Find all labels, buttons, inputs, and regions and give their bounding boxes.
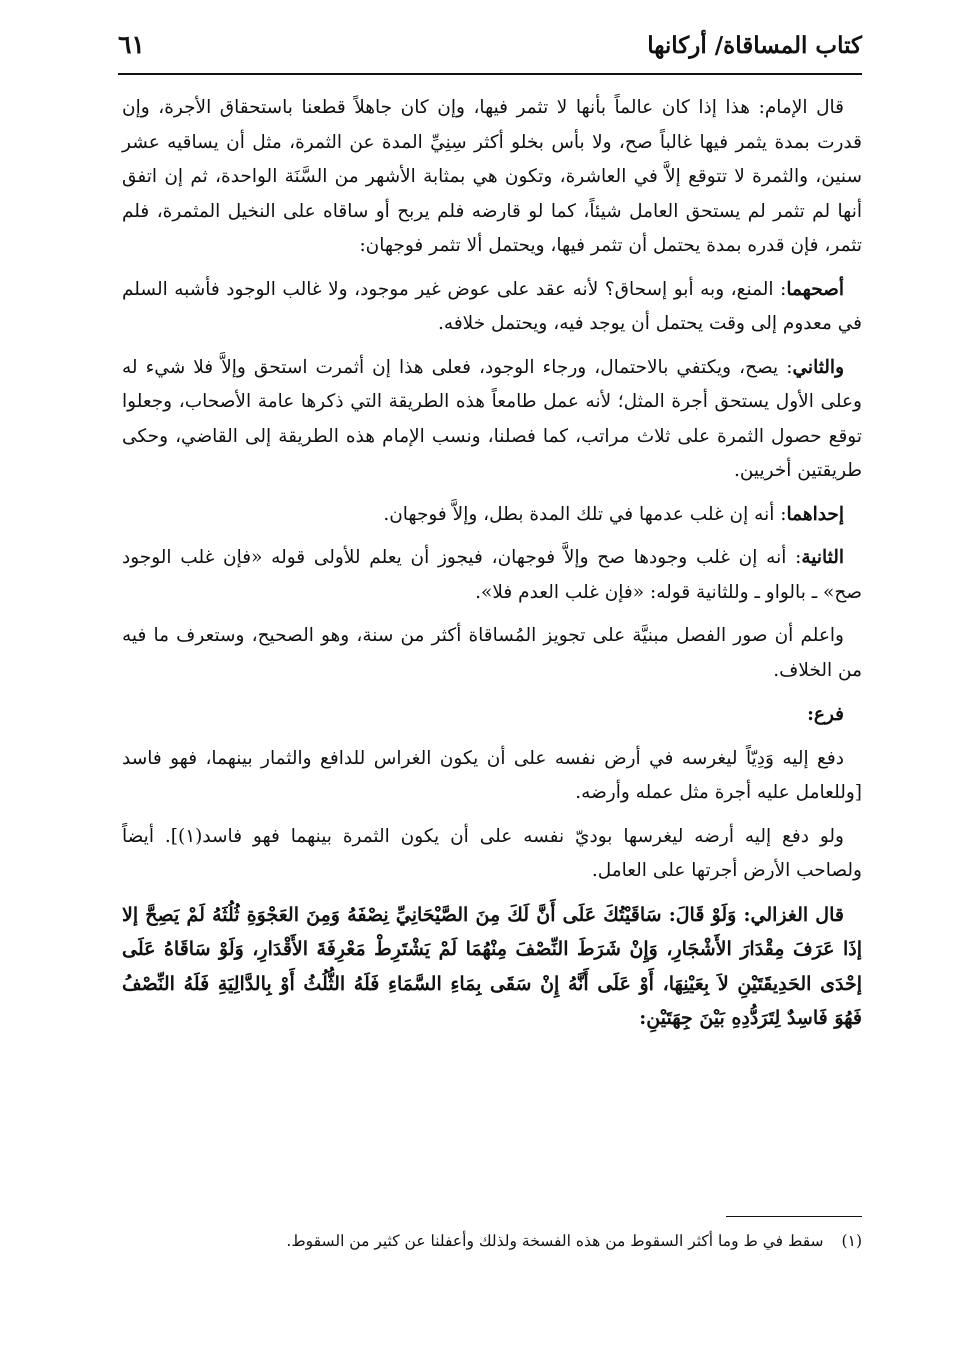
paragraph-text: : المنع، وبه أبو إسحاق؟ لأنه عقد على عوض غير موجود، ولا غالب الوجود فأشبه السلم في معدوم إلى وقت يحتمل أن يوجد فيه، ويحتمل خلافه.	[122, 278, 862, 334]
page-header	[118, 30, 862, 74]
paragraph-text: : أنه إن غلب عدمها في تلك المدة بطل، وإلاَّ فوجهان.	[383, 503, 787, 525]
paragraph-ghazali-quote	[122, 898, 862, 1036]
paragraph-text: : أنه إن غلب وجودها صح وإلاَّ فوجهان، فيجوز أن يعلم للأولى قوله «فإن غلب الوجود صح» ـ بالواو ـ وللثانية قوله: «فإن غلب العدم فلا».	[122, 547, 862, 603]
footnote	[122, 1228, 862, 1254]
paragraph-text: دفع إليه وَدِيّاً ليغرسه في أرض نفسه على أن يكون الغراس للدافع والثمار بينهما، فهو فاسد [وللعامل عليه أجرة مثل عمله وأرضه.	[122, 747, 862, 803]
paragraph-note	[122, 619, 862, 688]
paragraph-text: قال الغزالي: وَلَوْ قَالَ: سَاقَيْتُكَ عَلَى أَنَّ لَكَ مِنَ الصَّيْحَانِيِّ نِصْفَهُ وَمِنَ العَجْوَةِ ثُلُثَهُ لَمْ يَصِحَّ إلا إذَا عَرَفَ مِقْدَارَ الأَشْجَارِ، وَإِنْ شَرَطَ النِّصْفَ مِنْهُمَا لَمْ يَشْتَرِطْ مَعْرِفَةَ الأَقْدَارِ، وَلَوْ سَاقَاهُ عَلَى إحْدَى الحَدِيقَتَيْنِ لاَ بِعَيْنِهَا، أَوْ عَلَى أَنَّهُ إِنْ سَقَى بِمَاءِ السَّمَاءِ فَلَهُ الثُّلُثُ أَوْ بِالدَّالِيَةِ فَلَهُ النِّصْفُ فَهُوَ فَاسِدٌ لِتَرَدُّدِهِ بَيْنَ جِهَتَيْنِ:	[122, 903, 862, 1029]
paragraph-first-view	[122, 273, 862, 342]
paragraph-text: قال الإمام: هذا إذا كان عالماً بأنها لا تثمر فيها، وإن كان جاهلاً قطعنا باستحقاق الأجرة، وإن قدرت بمدة يثمر فيها غالباً صح، ولا بأس بخلو أكثر سِنِيِّ المدة عن الثمرة، مثل أن يساقيه عشر سنين، والثمرة لا تتوقع إلاَّ في العاشرة، وتكون هي بمثابة الأشهر من السَّنَة الواحدة، ثم إن اتفق أنها لم تثمر لم يستحق العامل شيئاً، كما لو قارضه فلم يربح أو ساقاه على النخيل المثمرة، فلم تثمر، فإن قدره بمدة يحتمل أن تثمر فيها، ويحتمل ألا تثمر فوجهان:	[122, 97, 862, 256]
paragraph-imam-opinion	[122, 91, 862, 264]
footnote-marker: (١)	[841, 1232, 862, 1250]
main-text	[122, 91, 862, 1045]
paragraph-branch-case-one	[122, 742, 862, 811]
paragraph-second-view	[122, 351, 862, 489]
paragraph-term: فرع:	[807, 704, 844, 725]
paragraph-branch-case-two	[122, 820, 862, 889]
running-title: كتاب المساقاة/ أركانها	[647, 32, 862, 59]
paragraph-text: ولو دفع إليه أرضه ليغرسها بوديّ نفسه على أن يكون الثمرة بينهما فهو فاسد(١)]. أيضاً ولصاحب الأرض أجرتها على العامل.	[122, 825, 862, 881]
paragraph-term: أصحهما	[786, 278, 844, 300]
paragraph-term: الثانية	[801, 547, 844, 568]
header-divider	[118, 73, 862, 75]
paragraph-second-method	[122, 541, 862, 610]
paragraph-text: واعلم أن صور الفصل مبنيَّة على تجويز المُساقاة أكثر من سنة، وهو الصحيح، وستعرف ما فيه من الخلاف.	[122, 625, 862, 681]
footnote-divider	[726, 1216, 862, 1217]
paragraph-term: والثاني	[792, 356, 844, 378]
paragraph-text: : يصح، ويكتفي بالاحتمال، ورجاء الوجود، فعلى هذا إن أثمرت استحق وإلاَّ فلا شيء له وعلى الأول يستحق أجرة المثل؛ لأنه عمل طامعاً هذه الطريقة التي ذكرها عامة الأصحاب، وجعلوا توقع حصول الثمرة على ثلاث مراتب، كما فصلنا، ونسب الإمام هذه الطريقة إلى القاضي، وحكى طريقتين أخريين.	[122, 356, 862, 481]
page-number: ٦١	[118, 30, 145, 59]
footnote-text: سقط في ط وما أكثر السقوط من هذه الفسخة ولذلك وأعفلنا عن كثير من السقوط.	[286, 1232, 824, 1250]
section-heading-branch	[122, 698, 862, 733]
paragraph-first-method	[122, 498, 862, 533]
paragraph-term: إحداهما	[786, 503, 844, 525]
